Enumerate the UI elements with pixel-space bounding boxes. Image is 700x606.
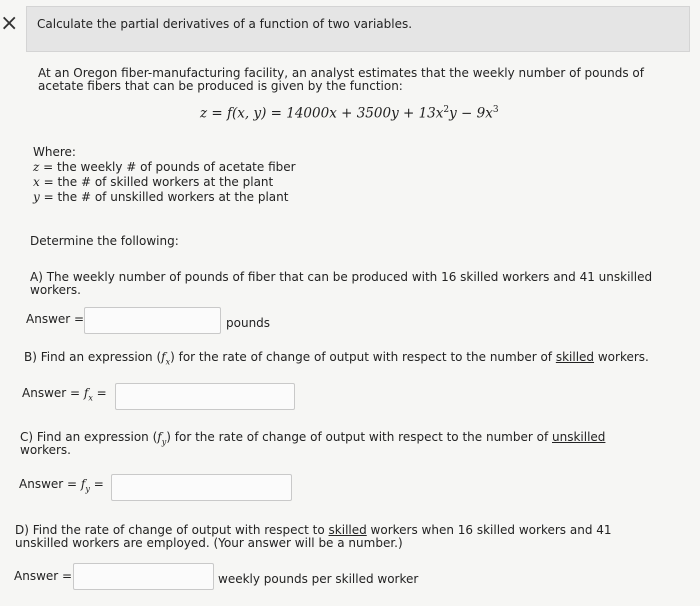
part-c-answer-f: f — [80, 477, 86, 491]
formula-exponent-2: 3 — [492, 105, 499, 115]
part-c-text-mid: ) for the rate of change of output with respect to the number of — [166, 430, 552, 444]
var-y: y — [33, 190, 40, 204]
part-b-answer-sub: x — [88, 393, 93, 403]
function-formula — [200, 105, 499, 122]
var-z: z — [33, 160, 40, 174]
formula-mid: y − 9x — [449, 105, 493, 122]
part-d-line-2: unskilled workers are employed. (Your answer will be a number.) — [15, 536, 403, 550]
part-b-answer-eq: = — [92, 386, 107, 400]
part-b-fx-sub: x — [165, 357, 171, 367]
part-a-answer-label: Answer = — [26, 312, 85, 326]
part-c-fy-sub: y — [161, 437, 167, 447]
where-z — [33, 160, 296, 174]
part-d-text-post: workers when 16 skilled workers and 41 — [366, 523, 612, 537]
determine-heading: Determine the following: — [30, 234, 179, 248]
intro-line-2: acetate fibers that can be produced is given by the function: — [38, 79, 403, 93]
part-b-text-pre: B) Find an expression ( — [24, 350, 162, 364]
part-d-answer-input[interactable] — [73, 563, 214, 590]
where-y — [33, 190, 288, 204]
part-c-answer-sub: y — [85, 484, 90, 494]
close-icon[interactable]: × — [0, 11, 19, 36]
part-c-fy: f — [157, 430, 162, 444]
part-a-line-1: A) The weekly number of pounds of fiber that can be produced with 16 skilled workers and 41 unskilled — [30, 270, 653, 284]
part-a-line-2: workers. — [30, 283, 81, 297]
title-bar — [26, 6, 690, 52]
part-b-question — [24, 350, 649, 366]
intro-line-1: At an Oregon fiber-manufacturing facility, an analyst estimates that the weekly number of pounds of — [38, 66, 644, 80]
part-c-underlined: unskilled — [552, 430, 606, 444]
part-d-unit: weekly pounds per skilled worker — [218, 572, 419, 586]
part-d-answer-label: Answer = — [14, 569, 73, 583]
dialog-title: Calculate the partial derivatives of a function of two variables. — [37, 17, 413, 31]
part-c-answer-eq: = — [89, 477, 104, 491]
where-y-def: = the # of unskilled workers at the plant — [39, 190, 289, 204]
var-x: x — [33, 175, 40, 189]
part-c-line-2: workers. — [20, 443, 71, 457]
part-c-text-pre: C) Find an expression ( — [20, 430, 158, 444]
where-x — [33, 175, 273, 189]
part-b-answer-label — [22, 386, 107, 402]
where-z-def: = the weekly # of pounds of acetate fiber — [39, 160, 296, 174]
part-b-underlined: skilled — [555, 350, 595, 364]
part-c-answer-label — [19, 477, 104, 493]
part-b-fx: f — [161, 350, 166, 364]
part-d-line-1 — [15, 523, 612, 537]
where-x-def: = the # of skilled workers at the plant — [39, 175, 274, 189]
part-c-answer-input[interactable] — [111, 474, 292, 501]
part-b-text-post: workers. — [594, 350, 649, 364]
part-d-text-pre: D) Find the rate of change of output with respect to — [15, 523, 329, 537]
part-b-answer-f: f — [83, 386, 89, 400]
part-b-answer-text: Answer = — [22, 386, 84, 400]
part-b-text-mid: ) for the rate of change of output with respect to the number of — [170, 350, 556, 364]
part-a-unit: pounds — [226, 316, 271, 330]
part-c-line-1 — [20, 430, 605, 446]
part-a-answer-input[interactable] — [84, 307, 221, 334]
formula-lhs: z = f(x, y) = 14000x + 3500y + 13x — [200, 105, 444, 122]
part-b-answer-input[interactable] — [115, 383, 295, 410]
where-label: Where: — [33, 145, 76, 159]
part-c-answer-text: Answer = — [19, 477, 81, 491]
part-d-underlined: skilled — [328, 523, 367, 537]
formula-exponent-1: 2 — [443, 105, 450, 115]
